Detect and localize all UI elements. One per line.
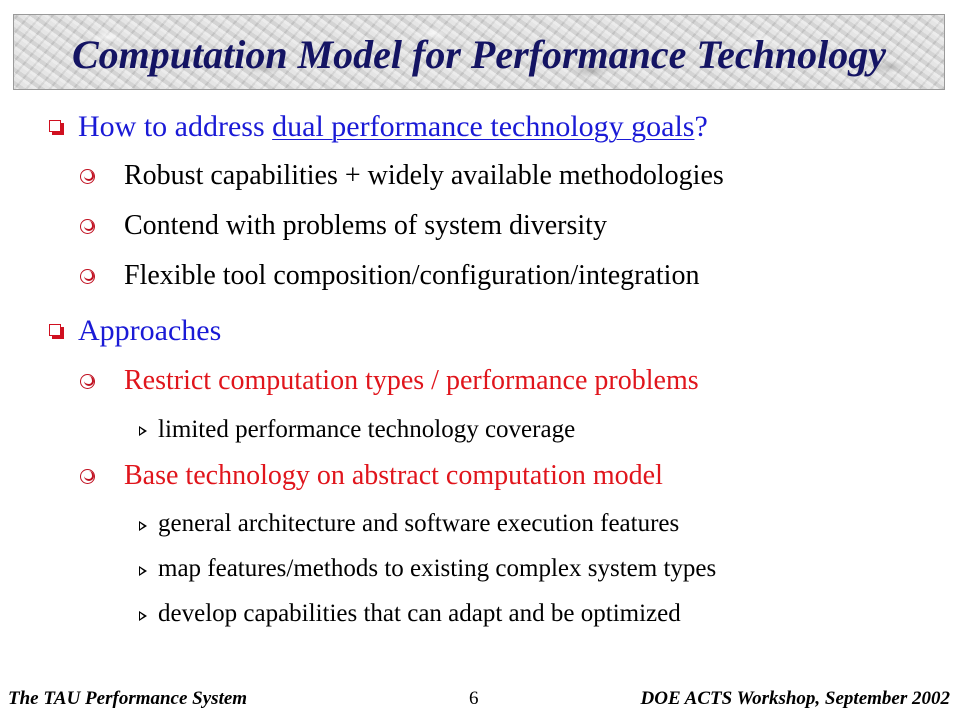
arrow-bullet-icon bbox=[139, 426, 147, 436]
bullet-1 bbox=[78, 110, 708, 144]
arrow-bullet-icon bbox=[139, 521, 147, 531]
circle-bullet-icon bbox=[80, 469, 95, 484]
sub-bullet-base-technology: Base technology on abstract computation model bbox=[124, 460, 663, 491]
arrow-bullet-icon bbox=[139, 566, 147, 576]
circle-bullet-icon bbox=[80, 169, 95, 184]
dual-goals-link[interactable]: dual performance technology goals bbox=[272, 110, 695, 143]
sub-bullet-flexible: Flexible tool composition/configuration/integration bbox=[124, 260, 700, 291]
circle-bullet-icon bbox=[80, 269, 95, 284]
arrow-bullet-icon bbox=[139, 611, 147, 621]
bullet-2: Approaches bbox=[78, 314, 222, 347]
title-banner bbox=[13, 14, 945, 90]
sub-bullet-diversity: Contend with problems of system diversity bbox=[124, 210, 607, 241]
circle-bullet-icon bbox=[80, 374, 95, 389]
circle-bullet-icon bbox=[80, 219, 95, 234]
sub-bullet-restrict: Restrict computation types / performance problems bbox=[124, 365, 699, 396]
footer-right: DOE ACTS Workshop, September 2002 bbox=[640, 688, 950, 709]
detail-limited-coverage: limited performance technology coverage bbox=[158, 416, 576, 443]
square-bullet-icon bbox=[49, 120, 61, 132]
bullet-1-question-mark: ? bbox=[694, 110, 708, 143]
detail-general-architecture: general architecture and software execution features bbox=[158, 510, 680, 537]
detail-map-features: map features/methods to existing complex system types bbox=[158, 555, 717, 582]
detail-develop-capabilities: develop capabilities that can adapt and be optimized bbox=[158, 600, 681, 627]
footer-left: The TAU Performance System bbox=[8, 688, 248, 709]
bullet-1-text: How to address bbox=[78, 110, 273, 143]
sub-bullet-robust: Robust capabilities + widely available methodologies bbox=[124, 160, 724, 191]
page-number: 6 bbox=[469, 688, 479, 709]
slide-title: Computation Model for Performance Technology bbox=[71, 32, 887, 77]
square-bullet-icon bbox=[49, 324, 61, 336]
